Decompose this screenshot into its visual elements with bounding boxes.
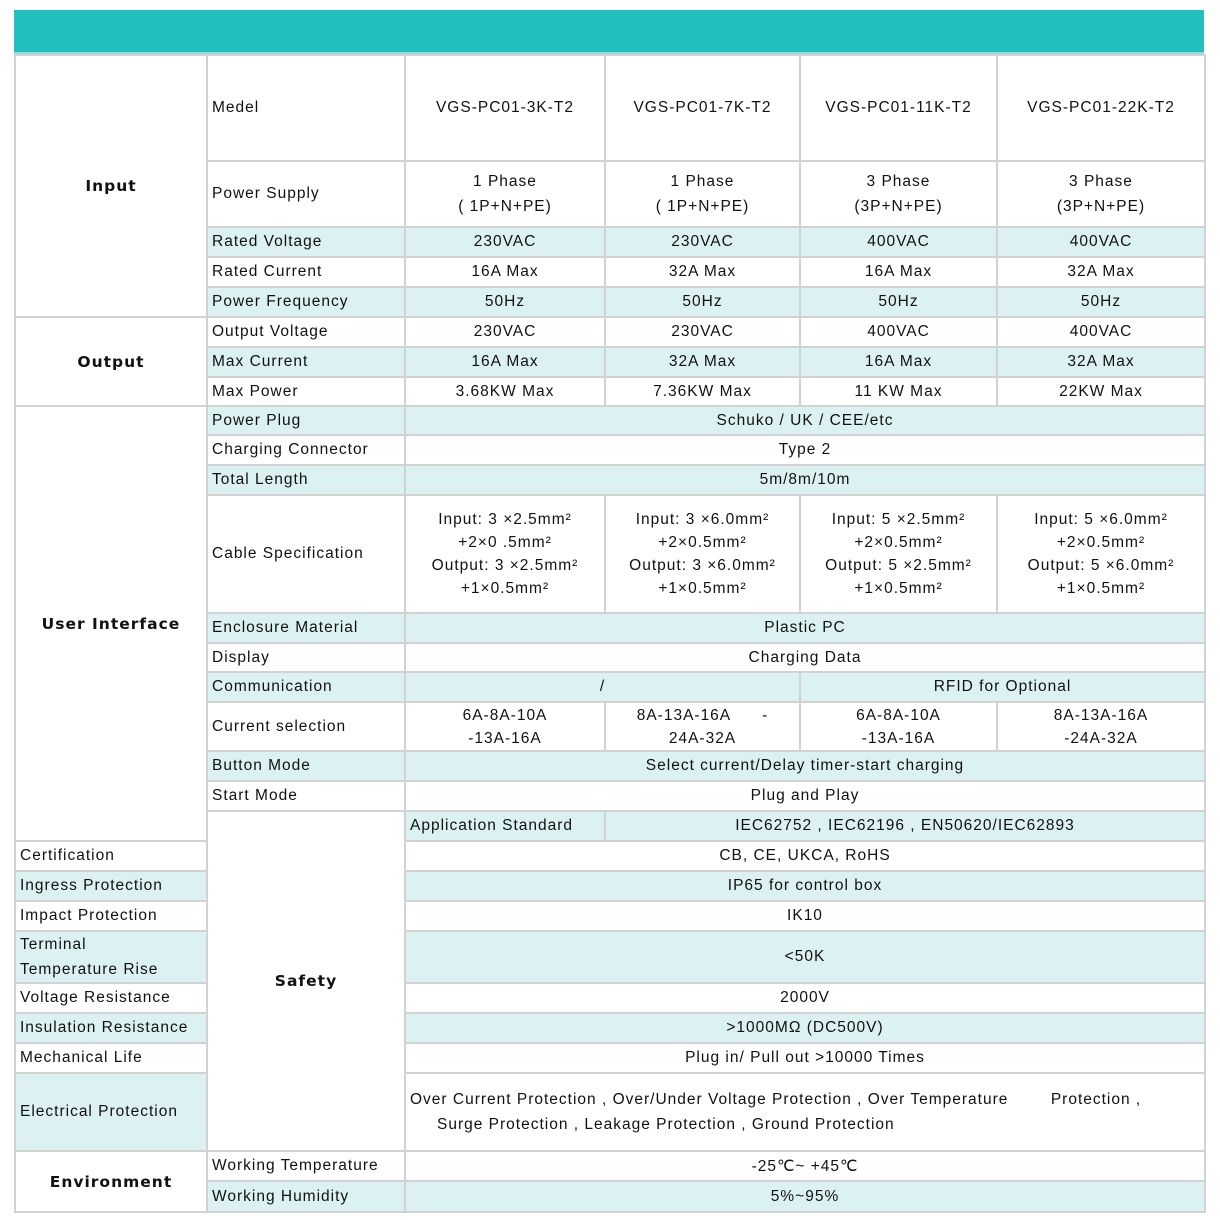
row-label-current-selection: Current selection bbox=[207, 702, 405, 751]
cell-line: Output: 5 ×2.5mm² bbox=[825, 557, 972, 574]
cell-line: Output: 5 ×6.0mm² bbox=[1027, 557, 1175, 574]
cell-line: +1×0.5mm² bbox=[460, 580, 550, 597]
row-label-total-length: Total Length bbox=[207, 465, 405, 495]
cell-line: (3P+N+PE) bbox=[854, 198, 943, 215]
cell-line: Over Current Protection , Over/Under Voltage Protection , Over Temperature Protection , bbox=[410, 1091, 1142, 1108]
cell-rated-voltage: 230VAC bbox=[405, 227, 605, 257]
row-ingress-protection bbox=[15, 871, 1205, 901]
row-output-voltage bbox=[15, 317, 1205, 347]
row-label-electrical-protection: Electrical Protection bbox=[15, 1073, 207, 1151]
cell-line: 6A-8A-10A bbox=[462, 706, 548, 724]
row-label-display: Display bbox=[207, 643, 405, 672]
cell-line: 8A-13A-16A bbox=[1053, 706, 1149, 724]
row-label-start-mode: Start Mode bbox=[207, 781, 405, 811]
cell-power-supply bbox=[997, 161, 1205, 227]
cell-output-voltage: 400VAC bbox=[800, 317, 997, 347]
row-label-power-frequency: Power Frequency bbox=[207, 287, 405, 317]
cell-communication-1p: / bbox=[405, 672, 800, 702]
cell-max-power: 22KW Max bbox=[997, 377, 1205, 406]
row-label-terminal-temperature-rise bbox=[15, 931, 207, 983]
cell-voltage-resistance: 2000V bbox=[405, 983, 1205, 1013]
cell-current-selection bbox=[405, 702, 605, 751]
cell-max-power: 7.36KW Max bbox=[605, 377, 800, 406]
cell-max-current: 16A Max bbox=[405, 347, 605, 377]
cell-rated-current: 16A Max bbox=[405, 257, 605, 287]
row-insulation-resistance bbox=[15, 1013, 1205, 1043]
cell-line: Output: 3 ×6.0mm² bbox=[629, 557, 776, 574]
row-model bbox=[15, 55, 1205, 161]
cell-line: -13A-16A bbox=[861, 729, 936, 747]
cell-electrical-protection bbox=[405, 1073, 1205, 1151]
cell-power-supply bbox=[800, 161, 997, 227]
cell-cable-spec bbox=[405, 495, 605, 613]
cell-line: 1 Phase bbox=[670, 173, 735, 190]
cell-cable-spec bbox=[605, 495, 800, 613]
row-label-communication: Communication bbox=[207, 672, 405, 702]
row-label-impact-protection: Impact Protection bbox=[15, 901, 207, 931]
row-label-output-voltage: Output Voltage bbox=[207, 317, 405, 347]
cell-display: Charging Data bbox=[405, 643, 1205, 672]
cell-button-mode: Select current/Delay timer-start charging bbox=[405, 751, 1205, 781]
cell-line: 3 Phase bbox=[1069, 173, 1133, 190]
cell-current-selection bbox=[997, 702, 1205, 751]
cell-power-supply bbox=[405, 161, 605, 227]
cell-rated-voltage: 230VAC bbox=[605, 227, 800, 257]
row-label-application-standard: Application Standard bbox=[405, 811, 605, 841]
cell-charging-connector: Type 2 bbox=[405, 435, 1205, 465]
cell-max-current: 32A Max bbox=[997, 347, 1205, 377]
cell-line: +2×0.5mm² bbox=[658, 534, 747, 551]
cell-mechanical-life: Plug in/ Pull out >10000 Times bbox=[405, 1043, 1205, 1073]
cell-power-supply bbox=[605, 161, 800, 227]
cell-line: Input: 3 ×2.5mm² bbox=[438, 511, 572, 528]
spec-table bbox=[14, 54, 1206, 1213]
row-label-mechanical-life: Mechanical Life bbox=[15, 1043, 207, 1073]
category-output: Output bbox=[15, 317, 207, 406]
cell-output-voltage: 230VAC bbox=[405, 317, 605, 347]
cell-power-frequency: 50Hz bbox=[405, 287, 605, 317]
cell-cable-spec bbox=[800, 495, 997, 613]
cell-insulation-resistance: >1000MΩ (DC500V) bbox=[405, 1013, 1205, 1043]
cell-output-voltage: 400VAC bbox=[997, 317, 1205, 347]
row-working-temperature bbox=[15, 1151, 1205, 1181]
cell-line: Surge Protection , Leakage Protection , Ground Protection bbox=[437, 1116, 895, 1133]
cell-line: 6A-8A-10A bbox=[856, 706, 941, 724]
cell-line: Input: 3 ×6.0mm² bbox=[635, 511, 770, 528]
cell-line: +2×0.5mm² bbox=[854, 534, 943, 551]
cell-start-mode: Plug and Play bbox=[405, 781, 1205, 811]
row-label-rated-current: Rated Current bbox=[207, 257, 405, 287]
header-banner bbox=[14, 10, 1204, 54]
cell-line: Output: 3 ×2.5mm² bbox=[431, 557, 579, 574]
cell-power-frequency: 50Hz bbox=[997, 287, 1205, 317]
cell-rated-current: 16A Max bbox=[800, 257, 997, 287]
cell-terminal-temperature-rise: <50K bbox=[405, 931, 1205, 983]
cell-certification: CB, CE, UKCA, RoHS bbox=[405, 841, 1205, 871]
cell-communication-3p: RFID for Optional bbox=[800, 672, 1205, 702]
cell-rated-voltage: 400VAC bbox=[997, 227, 1205, 257]
label-line: Temperature Rise bbox=[20, 961, 159, 978]
cell-application-standard: IEC62752 , IEC62196 , EN50620/IEC62893 bbox=[605, 811, 1205, 841]
row-label-max-power: Max Power bbox=[207, 377, 405, 406]
model-name-7k: VGS-PC01-7K-T2 bbox=[605, 55, 800, 161]
cell-line: +2×0.5mm² bbox=[1056, 534, 1146, 551]
row-label-ingress-protection: Ingress Protection bbox=[15, 871, 207, 901]
row-mechanical-life bbox=[15, 1043, 1205, 1073]
cell-rated-voltage: 400VAC bbox=[800, 227, 997, 257]
cell-line: 3 Phase bbox=[866, 173, 931, 190]
cell-current-selection bbox=[605, 702, 800, 751]
row-label-rated-voltage: Rated Voltage bbox=[207, 227, 405, 257]
cell-max-power: 3.68KW Max bbox=[405, 377, 605, 406]
category-safety: Safety bbox=[207, 811, 405, 1151]
cell-power-frequency: 50Hz bbox=[800, 287, 997, 317]
model-name-3k: VGS-PC01-3K-T2 bbox=[405, 55, 605, 161]
row-electrical-protection bbox=[15, 1073, 1205, 1151]
cell-line: Input: 5 ×2.5mm² bbox=[831, 511, 966, 528]
row-label-working-humidity: Working Humidity bbox=[207, 1181, 405, 1212]
cell-line: -13A-16A bbox=[468, 729, 542, 747]
row-label-power-plug: Power Plug bbox=[207, 406, 405, 435]
category-environment: Environment bbox=[15, 1151, 207, 1212]
row-label-certification: Certification bbox=[15, 841, 207, 871]
cell-line: 24A-32A bbox=[668, 729, 737, 747]
row-terminal-temperature-rise bbox=[15, 931, 1205, 983]
cell-cable-spec bbox=[997, 495, 1205, 613]
cell-power-frequency: 50Hz bbox=[605, 287, 800, 317]
model-name-11k: VGS-PC01-11K-T2 bbox=[800, 55, 997, 161]
row-label-working-temperature: Working Temperature bbox=[207, 1151, 405, 1181]
cell-line: (3P+N+PE) bbox=[1056, 198, 1146, 215]
cell-line: +2×0 .5mm² bbox=[458, 534, 552, 551]
cell-max-current: 16A Max bbox=[800, 347, 997, 377]
row-label-button-mode: Button Mode bbox=[207, 751, 405, 781]
row-label-cable-specification: Cable Specification bbox=[207, 495, 405, 613]
cell-rated-current: 32A Max bbox=[997, 257, 1205, 287]
row-certification bbox=[15, 841, 1205, 871]
cell-line: ( 1P+N+PE) bbox=[655, 198, 750, 215]
category-input: Input bbox=[15, 55, 207, 317]
cell-line: 8A-13A-16A - bbox=[636, 706, 769, 724]
row-label-enclosure-material: Enclosure Material bbox=[207, 613, 405, 643]
category-user-interface: User Interface bbox=[15, 406, 207, 841]
row-impact-protection bbox=[15, 901, 1205, 931]
cell-line: +1×0.5mm² bbox=[1056, 580, 1146, 597]
cell-ingress-protection: IP65 for control box bbox=[405, 871, 1205, 901]
row-voltage-resistance bbox=[15, 983, 1205, 1013]
cell-working-temperature: -25℃~ +45℃ bbox=[405, 1151, 1205, 1181]
cell-max-current: 32A Max bbox=[605, 347, 800, 377]
cell-line: -24A-32A bbox=[1064, 729, 1138, 747]
row-label-model: Medel bbox=[207, 55, 405, 161]
cell-impact-protection: IK10 bbox=[405, 901, 1205, 931]
cell-line: Input: 5 ×6.0mm² bbox=[1034, 511, 1168, 528]
cell-power-plug: Schuko / UK / CEE/etc bbox=[405, 406, 1205, 435]
cell-output-voltage: 230VAC bbox=[605, 317, 800, 347]
cell-line: ( 1P+N+PE) bbox=[458, 198, 552, 215]
model-name-22k: VGS-PC01-22K-T2 bbox=[997, 55, 1205, 161]
cell-current-selection bbox=[800, 702, 997, 751]
cell-line: +1×0.5mm² bbox=[854, 580, 943, 597]
row-label-power-supply: Power Supply bbox=[207, 161, 405, 227]
row-label-insulation-resistance: Insulation Resistance bbox=[15, 1013, 207, 1043]
cell-max-power: 11 KW Max bbox=[800, 377, 997, 406]
cell-working-humidity: 5%~95% bbox=[405, 1181, 1205, 1212]
row-label-charging-connector: Charging Connector bbox=[207, 435, 405, 465]
row-power-plug bbox=[15, 406, 1205, 435]
cell-rated-current: 32A Max bbox=[605, 257, 800, 287]
cell-line: 1 Phase bbox=[473, 173, 537, 190]
label-line: Terminal bbox=[20, 936, 87, 953]
cell-line: +1×0.5mm² bbox=[658, 580, 747, 597]
cell-enclosure-material: Plastic PC bbox=[405, 613, 1205, 643]
row-label-voltage-resistance: Voltage Resistance bbox=[15, 983, 207, 1013]
row-label-max-current: Max Current bbox=[207, 347, 405, 377]
cell-total-length: 5m/8m/10m bbox=[405, 465, 1205, 495]
